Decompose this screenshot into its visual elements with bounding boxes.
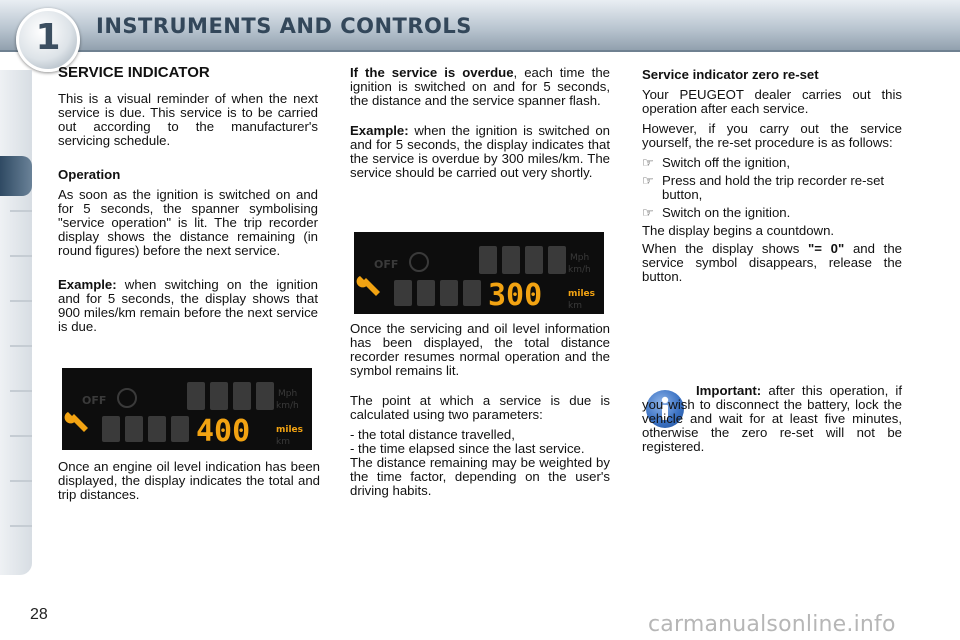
example-label-2: Example: [350, 123, 409, 138]
important-paragraph [642, 384, 902, 454]
header-divider [0, 50, 960, 52]
example-label: Example: [58, 277, 117, 292]
operation-paragraph: As soon as the ignition is switched on and for 5 seconds, the spanner symbolising "service operation" is lit. The trip recorder display shows the distance remaining (in round figures) before the next service. [58, 187, 318, 258]
reset-p2: However, if you carry out the service yourself, the re-set procedure is as follows: [642, 121, 902, 150]
column-2-bottom [350, 322, 610, 498]
important-text: after this operation, if you wish to disconnect the battery, lock the vehicle and wait for at least five minutes, otherwise the zero re-set will not be registered. [642, 383, 902, 454]
hand-pointer-icon: ☞ [642, 155, 654, 170]
chapter-tab[interactable] [10, 390, 32, 392]
dashboard-display-400 [62, 368, 312, 450]
watermark: carmanualsonline.info [648, 612, 896, 637]
dashboard-display-300 [354, 232, 604, 314]
section-heading: SERVICE INDICATOR [58, 64, 210, 81]
reset-p4-c: and the service symbol disappears, release the button. [642, 241, 902, 284]
hand-pointer-icon: ☞ [642, 173, 654, 188]
chapter-tab[interactable] [10, 480, 32, 482]
reset-p4 [642, 242, 902, 284]
gauge-icon [118, 389, 136, 407]
overdue-text: , each time the ignition is switched on and for 5 seconds, the distance and the service spanner flash. [350, 65, 611, 108]
page-number: 28 [30, 606, 48, 623]
miles-label: miles [276, 425, 304, 435]
active-chapter-tab[interactable] [0, 156, 32, 196]
reset-p4-b: "= 0" [808, 241, 845, 256]
column-2 [350, 66, 610, 180]
chapter-tab[interactable] [10, 435, 32, 437]
reset-step-text: Press and hold the trip recorder re-set button, [662, 173, 885, 202]
params-intro: The point at which a service is due is calculated using two parameters: [350, 393, 610, 422]
chapter-title: INSTRUMENTS AND CONTROLS [96, 14, 472, 38]
important-label: Important: [696, 383, 762, 398]
important-note [642, 384, 902, 454]
chapter-badge [16, 8, 80, 72]
chapter-tab[interactable] [10, 345, 32, 347]
column-1 [58, 66, 318, 334]
reset-p4-a: When the display shows [642, 241, 809, 256]
kmh-label: km/h [568, 265, 591, 275]
chapter-number: 1 [35, 17, 61, 58]
miles-label: miles [568, 289, 596, 299]
gauge-icon [410, 253, 428, 271]
weighting-paragraph: The distance remaining may be weighted by the time factor, depending on the user's driving habits. [350, 455, 610, 498]
chapter-tab[interactable] [10, 210, 32, 212]
example-text: when switching on the ignition and for 5 seconds, the display shows that 900 miles/km remain before the next service is due. [58, 277, 318, 334]
reset-p3: The display begins a countdown. [642, 223, 835, 238]
km-label: km [276, 437, 290, 447]
overdue-paragraph [350, 66, 610, 108]
km-label: km [568, 301, 582, 311]
reset-step [642, 156, 902, 170]
off-label: OFF [82, 394, 107, 407]
mph-label: Mph [570, 253, 590, 263]
after-display-paragraph-2: Once the servicing and oil level information has been displayed, the total distance recorder resumes normal operation and the symbol remains lit. [350, 321, 610, 378]
kmh-label: km/h [276, 401, 299, 411]
chapter-tab[interactable] [10, 255, 32, 257]
after-display-paragraph: Once an engine oil level indication has been displayed, the display indicates the total and trip distances. [58, 459, 320, 502]
service-distance-digits: 400 [196, 414, 251, 449]
operation-heading: Operation [58, 167, 121, 182]
intro-paragraph: This is a visual reminder of when the next service is due. This service is to be carried out according to the manufacturer's servicing schedule. [58, 91, 318, 148]
reset-p1: Your PEUGEOT dealer carries out this operation after each service. [642, 87, 902, 116]
hand-pointer-icon: ☞ [642, 205, 654, 220]
reset-step-text: Switch off the ignition, [662, 155, 791, 170]
reset-step [642, 174, 902, 202]
reset-heading: Service indicator zero re-set [642, 67, 819, 82]
chapter-tab-strip [0, 70, 32, 575]
service-distance-digits: 300 [488, 278, 543, 313]
mph-label: Mph [278, 389, 298, 399]
chapter-tab[interactable] [10, 525, 32, 527]
reset-step [642, 206, 902, 220]
param-item: - the total distance travelled, [350, 427, 515, 442]
example-paragraph [58, 278, 318, 334]
off-label: OFF [374, 258, 399, 271]
chapter-tab[interactable] [10, 300, 32, 302]
example-text-2: when the ignition is switched on and for 5 seconds, the display indicates that the service is overdue by 300 miles/km. The service should be carried out very shortly. [350, 123, 610, 180]
overdue-label: If the service is overdue [350, 65, 514, 80]
reset-step-text: Switch on the ignition. [662, 205, 791, 220]
param-item: - the time elapsed since the last service. [350, 441, 585, 456]
spanner-icon [357, 276, 380, 296]
spanner-icon [65, 412, 88, 432]
column-1-bottom [58, 460, 320, 502]
example-paragraph-2 [350, 124, 610, 180]
column-3 [642, 68, 902, 284]
